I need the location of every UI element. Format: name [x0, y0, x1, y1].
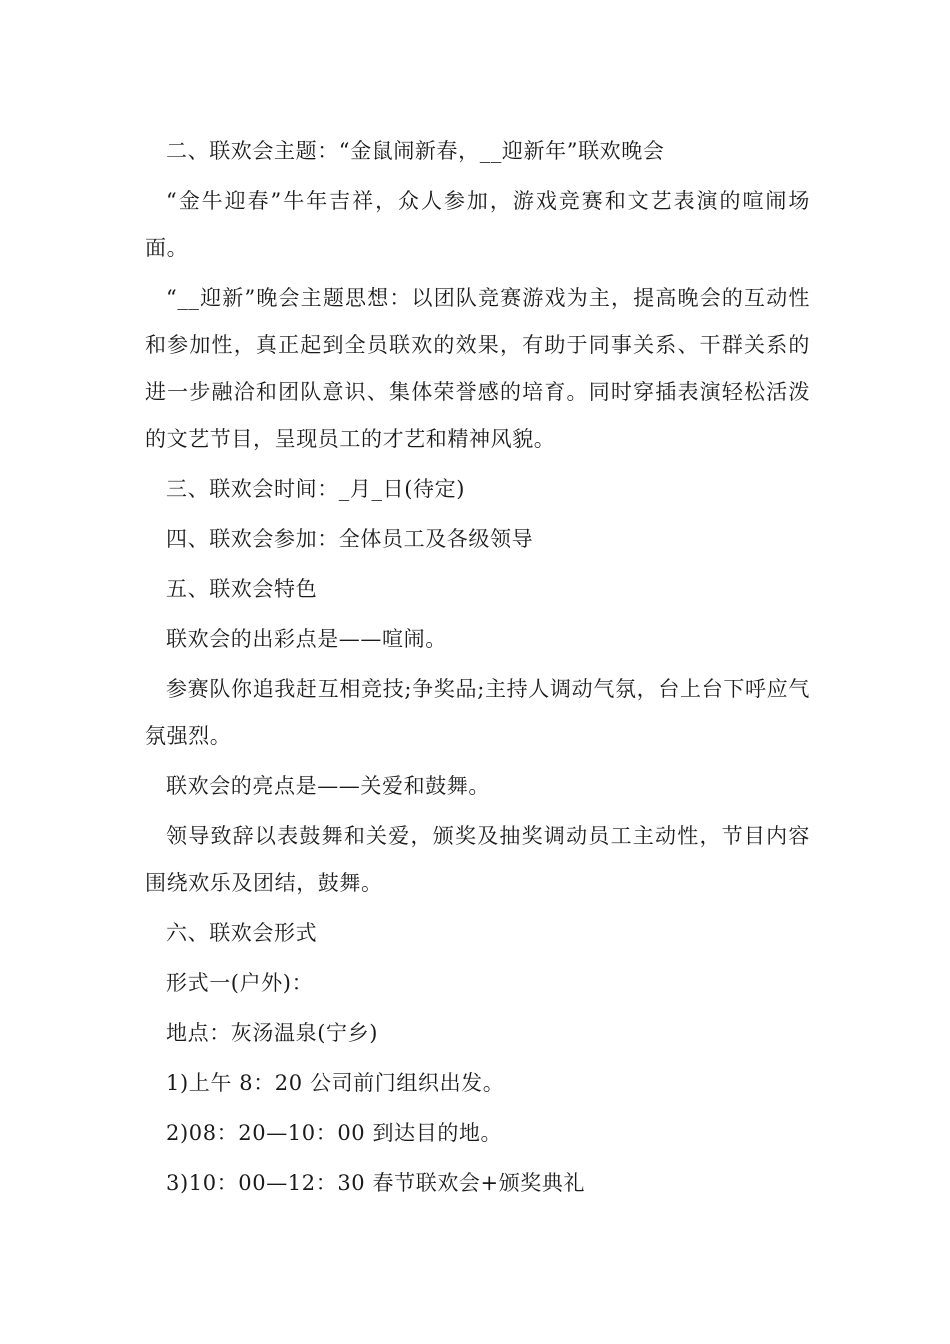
- schedule-item: 3)10：00—12：30 春节联欢会+颁奖典礼: [166, 1171, 586, 1195]
- body-paragraph: 领导致辞以表鼓舞和关爱，颁奖及抽奖调动员工主动性，节目内容围绕欢乐及团结，鼓舞。: [145, 824, 810, 895]
- body-paragraph: 形式一(户外)：: [166, 971, 314, 995]
- body-paragraph: 联欢会的亮点是——关爱和鼓舞。: [166, 774, 490, 798]
- schedule-item: 2)08：20—10：00 到达目的地。: [166, 1121, 503, 1145]
- document-body: [145, 128, 810, 1210]
- section-heading-participants: 四、联欢会参加：全体员工及各级领导: [166, 527, 534, 551]
- body-paragraph: 地点：灰汤温泉(宁乡): [166, 1021, 378, 1045]
- body-paragraph: “__迎新”晚会主题思想：以团队竞赛游戏为主，提高晚会的互动性和参加性，真正起到全员联欢的效果，有助于同事关系、干群关系的进一步融洽和团队意识、集体荣誉感的培育。同时穿插表演轻松活泼的文艺节目，呈现员工的才艺和精神风貌。: [145, 286, 810, 451]
- body-paragraph: 参赛队你追我赶互相竞技;争奖品;主持人调动气氛，台上台下呼应气氛强烈。: [145, 677, 810, 748]
- section-heading-time: 三、联欢会时间：_月_日(待定): [166, 477, 465, 501]
- section-heading-format: 六、联欢会形式: [166, 921, 318, 945]
- section-heading-theme: 二、联欢会主题：“金鼠闹新春，__迎新年”联欢晚会: [166, 139, 665, 163]
- section-heading-features: 五、联欢会特色: [166, 577, 318, 601]
- body-paragraph: “金牛迎春”牛年吉祥，众人参加，游戏竞赛和文艺表演的喧闹场面。: [145, 189, 810, 260]
- body-paragraph: 联欢会的出彩点是——喧闹。: [166, 627, 447, 651]
- schedule-item: 1)上午 8：20 公司前门组织出发。: [166, 1071, 505, 1095]
